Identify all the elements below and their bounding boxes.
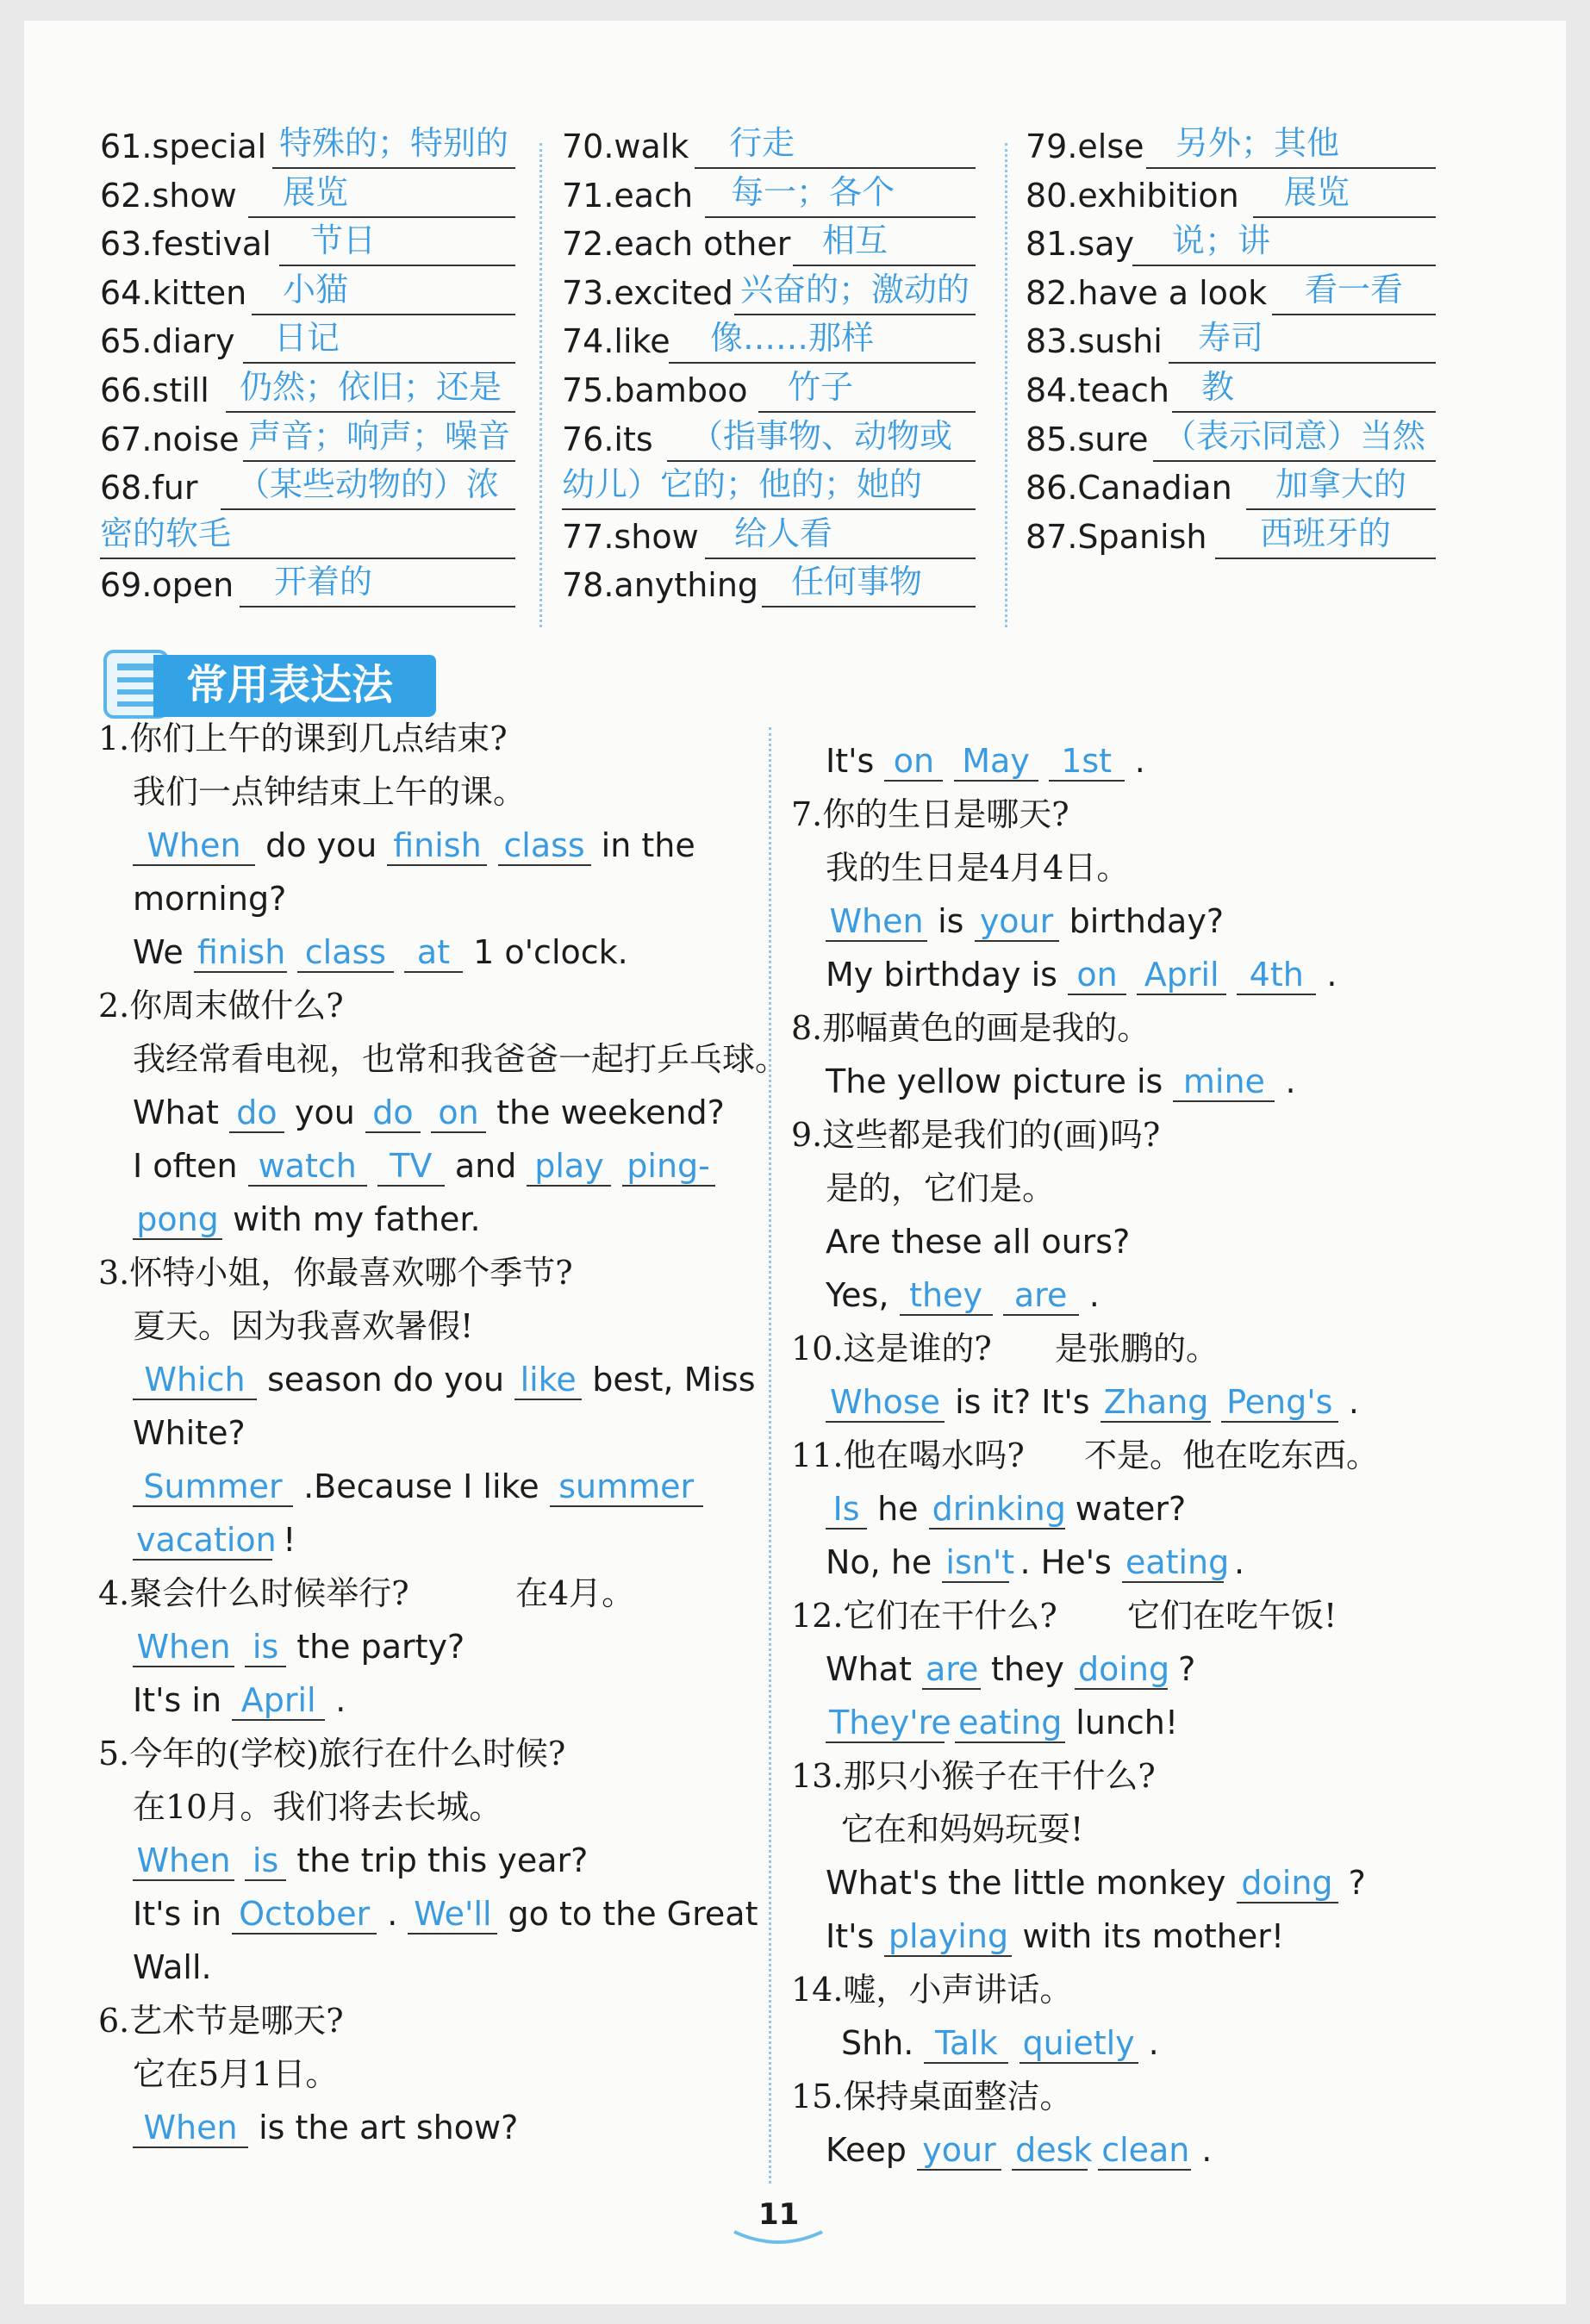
answer-blank: like	[514, 1361, 582, 1400]
vocab-item: 65.diary 日记	[100, 317, 548, 366]
answer-blank: doing	[1237, 1864, 1338, 1903]
answer-blank: 任何事物	[762, 561, 976, 607]
answer-blank: ping-	[622, 1147, 715, 1187]
page-number: 11	[758, 2197, 800, 2232]
vocab-item: 85.sure （表示同意）当然	[1026, 415, 1474, 464]
sentence-line: No, he isn't . He's eating .	[826, 1543, 1245, 1581]
answer-blank: 寿司	[1169, 317, 1436, 364]
answer-blank: When	[826, 902, 927, 942]
answer-blank: they	[900, 1276, 993, 1316]
vocab-item: 80.exhibition 展览	[1026, 171, 1474, 221]
answer-blank: 声音；响声；噪音	[243, 415, 515, 462]
vocab-item: 87.Spanish 西班牙的	[1026, 513, 1474, 562]
vocab-item-continuation	[562, 464, 1010, 513]
answer-cn: 在4月。	[515, 1574, 635, 1612]
vocab-item: 76.its （指事物、动物或	[562, 415, 1010, 464]
sentence-line: My birthday is on April 4th .	[826, 956, 1337, 994]
answer-blank: watch	[248, 1147, 367, 1187]
answer-blank: October	[232, 1895, 377, 1935]
sentence-line: It's on May 1st .	[826, 742, 1145, 780]
question-cn: 5.今年的(学校)旅行在什么时候?	[98, 1735, 566, 1773]
answer-blank: 给人看	[705, 513, 976, 559]
answer-blank: do	[229, 1093, 284, 1133]
answer-blank: 特殊的；特别的	[272, 122, 515, 169]
answer-cn: 在10月。我们将去长城。	[133, 1788, 502, 1826]
answer-blank-continued: 幼儿）它的；他的；她的	[562, 464, 976, 510]
answer-blank: finish	[387, 826, 487, 866]
question-cn: 1.你们上午的课到几点结束?	[98, 720, 508, 757]
answer-blank: 另外；其他	[1146, 122, 1436, 169]
vocab-item: 83.sushi 寿司	[1026, 317, 1474, 366]
answer-cn: 夏天。因为我喜欢暑假!	[133, 1307, 474, 1345]
answer-blank: Peng's	[1221, 1383, 1338, 1423]
workbook-page	[24, 21, 1566, 2304]
answer-blank: doing	[1075, 1650, 1168, 1690]
answer-blank: 开着的	[240, 561, 515, 607]
sentence-line: Which season do you like best, Miss	[133, 1353, 756, 1406]
answer-blank: 小猫	[252, 269, 515, 315]
answer-cn: 我经常看电视，也常和我爸爸一起打乒乓球。	[133, 1040, 789, 1078]
answer-blank: class	[498, 826, 591, 866]
answer-blank: 4th	[1237, 956, 1316, 995]
question-cn: 4.聚会什么时候举行?	[98, 1574, 409, 1612]
vocab-item: 81.say 说；讲	[1026, 220, 1474, 269]
answer-blank: Zhang	[1101, 1383, 1211, 1423]
answer-blank: Whose	[826, 1383, 945, 1423]
sentence-line: It's in October . We'll go to the Great	[133, 1895, 758, 1933]
answer-cn: 它在和妈妈玩耍!	[841, 1810, 1084, 1848]
answer-blank: April	[1137, 956, 1226, 995]
sentence-line: What's the little monkey doing ?	[826, 1864, 1366, 1902]
vocab-item: 62.show 展览	[100, 171, 548, 221]
answer-blank-continued: 密的软毛	[100, 513, 515, 559]
vocab-item-continuation	[100, 513, 548, 562]
sentence-line: Summer .Because I like summer	[133, 1460, 703, 1513]
answer-blank: When	[133, 2109, 248, 2148]
sentence-line: Whose is it? It's Zhang Peng's .	[826, 1375, 1359, 1429]
vocab-item: 73.excited 兴奋的；激动的	[562, 269, 1010, 318]
sentence-line: What are they doing ?	[826, 1650, 1196, 1688]
answer-blank: 教	[1172, 366, 1436, 413]
vocab-item: 67.noise 声音；响声；噪音	[100, 415, 548, 464]
sentence-line: Wall.	[133, 1948, 212, 1986]
answer-blank: are	[1003, 1276, 1079, 1316]
answer-blank: isn't	[942, 1543, 1009, 1583]
answer-blank: 行走	[695, 122, 976, 169]
answer-blank: vacation	[133, 1521, 272, 1561]
question-cn: 6.艺术节是哪天?	[98, 2002, 344, 2040]
question-cn: 10.这是谁的?	[791, 1330, 992, 1368]
sentence-line: We finish class at 1 o'clock.	[133, 933, 628, 971]
answer-blank: 加拿大的	[1246, 464, 1436, 510]
vocab-column-2	[562, 122, 1010, 610]
sentence-line: When do you finish class in the	[133, 819, 695, 872]
sentence-line: It's in April .	[133, 1681, 346, 1719]
sentence-line: When is your birthday?	[826, 894, 1224, 948]
vocab-item: 74.like 像……那样	[562, 317, 1010, 366]
answer-blank: 相互	[793, 220, 976, 266]
vocab-item: 64.kitten 小猫	[100, 269, 548, 318]
answer-blank: mine	[1173, 1062, 1275, 1102]
answer-blank: 1st	[1049, 742, 1125, 782]
vocab-item: 61.special 特殊的；特别的	[100, 122, 548, 171]
answer-blank: 看一看	[1272, 269, 1436, 315]
answer-blank: 每一；各个	[705, 171, 976, 218]
answer-blank: are	[922, 1650, 981, 1690]
sentence-line: Shh. Talk quietly .	[841, 2024, 1159, 2062]
vocab-item: 69.open 开着的	[100, 561, 548, 610]
question-cn: 3.怀特小姐，你最喜欢哪个季节?	[98, 1254, 573, 1292]
answer-blank: on	[431, 1093, 486, 1133]
column-divider	[769, 727, 771, 2184]
answer-blank: eating	[955, 1704, 1065, 1743]
answer-blank: 竹子	[758, 366, 976, 413]
answer-blank: play	[527, 1147, 611, 1187]
answer-blank: at	[404, 933, 463, 973]
vocab-column-1	[100, 122, 548, 610]
answer-blank: eating	[1122, 1543, 1224, 1583]
answer-cn: 是的，它们是。	[826, 1169, 1056, 1207]
sentence-line: When is the trip this year?	[133, 1834, 588, 1887]
question-cn: 14.嘘，小声讲话。	[791, 1971, 1073, 2009]
column-divider	[1005, 143, 1007, 627]
answer-blank: 西班牙的	[1215, 513, 1436, 559]
answer-blank: 节日	[279, 220, 515, 266]
answer-blank: is	[245, 1841, 286, 1881]
answer-blank: pong	[133, 1200, 222, 1240]
sentence-line: White?	[133, 1414, 246, 1452]
question-cn: 15.保持桌面整洁。	[791, 2078, 1073, 2115]
answer-blank: Summer	[133, 1467, 293, 1507]
question-cn: 11.他在喝水吗?	[791, 1436, 1025, 1474]
question-cn: 8.那幅黄色的画是我的。	[791, 1009, 1150, 1047]
answer-cn: 它在5月1日。	[133, 2055, 339, 2093]
vocab-item: 86.Canadian 加拿大的	[1026, 464, 1474, 513]
question-cn: 2.你周末做什么?	[98, 987, 344, 1025]
answer-blank: summer	[550, 1467, 703, 1507]
answer-blank: class	[297, 933, 394, 973]
vocab-item: 70.walk 行走	[562, 122, 1010, 171]
answer-blank: on	[1068, 956, 1126, 995]
question-cn: 9.这些都是我们的(画)吗?	[791, 1116, 1161, 1154]
answer-blank: clean	[1098, 2131, 1191, 2171]
sentence-line: Keep your desk clean .	[826, 2131, 1213, 2169]
answer-blank: on	[884, 742, 943, 782]
sentence-line: Is he drinking water?	[826, 1482, 1186, 1536]
section-title: 常用表达法	[186, 661, 394, 709]
question-cn: 12.它们在干什么?	[791, 1597, 1057, 1635]
answer-blank: 展览	[248, 171, 515, 218]
answer-blank: TV	[377, 1147, 445, 1187]
sentence-line: What do you do on the weekend?	[133, 1093, 725, 1131]
answer-blank: Is	[826, 1490, 867, 1530]
answer-blank: We'll	[408, 1895, 497, 1935]
sentence-line: They're eating lunch!	[826, 1696, 1178, 1749]
answer-blank: Which	[133, 1361, 257, 1400]
vocab-item: 77.show 给人看	[562, 513, 1010, 562]
answer-blank: your	[917, 2131, 1001, 2171]
answer-blank: 兴奋的；激动的	[734, 269, 976, 315]
answer-blank: When	[133, 1628, 234, 1667]
answer-cn: 不是。他在吃东西。	[1084, 1436, 1380, 1474]
vocab-column-3	[1026, 122, 1474, 561]
answer-blank: do	[365, 1093, 421, 1133]
vocab-item: 75.bamboo 竹子	[562, 366, 1010, 415]
answer-blank: 说；讲	[1132, 220, 1436, 266]
answer-cn: 我的生日是4月4日。	[826, 849, 1130, 887]
vocab-item: 71.each 每一；各个	[562, 171, 1010, 221]
vocab-item: 68.fur （某些动物的）浓	[100, 464, 548, 513]
answer-blank: 像……那样	[669, 317, 976, 364]
answer-blank: They're	[826, 1704, 945, 1743]
answer-cn: 是张鹏的。	[1055, 1330, 1219, 1368]
answer-blank: （某些动物的）浓	[221, 464, 515, 510]
column-divider	[539, 143, 542, 627]
answer-blank: finish	[194, 933, 287, 973]
answer-blank: desk	[1012, 2131, 1088, 2171]
answer-cn: 它们在吃午饭!	[1127, 1597, 1337, 1635]
vocab-item: 72.each other 相互	[562, 220, 1010, 269]
page-number-ornament	[731, 2227, 826, 2247]
answer-blank: 展览	[1253, 171, 1436, 218]
answer-blank: drinking	[929, 1490, 1065, 1530]
answer-blank: （表示同意）当然	[1153, 415, 1436, 462]
vocab-item: 82.have a look 看一看	[1026, 269, 1474, 318]
sentence-line: It's playing with its mother!	[826, 1917, 1285, 1955]
vocab-item: 78.anything 任何事物	[562, 561, 1010, 610]
vocab-item: 66.still 仍然；依旧；还是	[100, 366, 548, 415]
answer-blank: May	[954, 742, 1038, 782]
question-cn: 13.那只小猴子在干什么?	[791, 1757, 1156, 1795]
answer-blank: （指事物、动物或	[667, 415, 976, 462]
sentence-line: vacation !	[133, 1513, 296, 1567]
sentence-line: The yellow picture is mine .	[826, 1062, 1296, 1100]
answer-blank: playing	[884, 1917, 1012, 1957]
answer-blank: When	[133, 1841, 234, 1881]
vocab-item: 79.else 另外；其他	[1026, 122, 1474, 171]
answer-blank: is	[245, 1628, 286, 1667]
answer-cn: 我们一点钟结束上午的课。	[133, 773, 527, 811]
sentence-line: Yes, they are .	[826, 1276, 1100, 1314]
vocab-item: 63.festival 节日	[100, 220, 548, 269]
sentence-line: morning?	[133, 880, 287, 918]
answer-blank: 仍然；依旧；还是	[226, 366, 515, 413]
sentence-line: When is the art show?	[133, 2101, 518, 2154]
answer-blank: When	[133, 826, 255, 866]
sentence-line: pong with my father.	[133, 1193, 481, 1246]
sentence-line: When is the party?	[133, 1620, 465, 1673]
sentence-line: Are these all ours?	[826, 1223, 1131, 1261]
answer-blank: 日记	[243, 317, 515, 364]
answer-blank: Talk	[924, 2024, 1008, 2064]
answer-blank: quietly	[1019, 2024, 1138, 2064]
answer-blank: your	[975, 902, 1059, 942]
vocab-item: 84.teach 教	[1026, 366, 1474, 415]
answer-blank: April	[232, 1681, 325, 1721]
sentence-line: I often watch TV and play ping-	[133, 1139, 715, 1193]
question-cn: 7.你的生日是哪天?	[791, 795, 1069, 833]
